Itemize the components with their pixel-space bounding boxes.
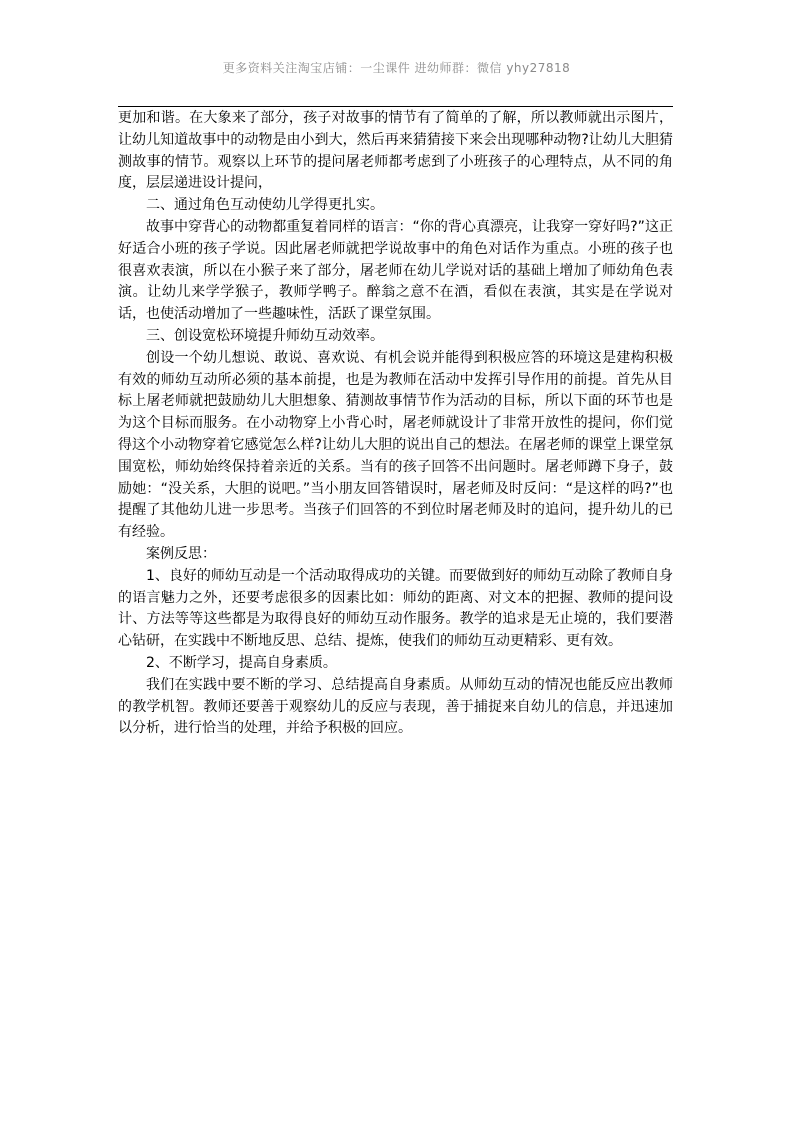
page-header-watermark: 更多资料关注淘宝店铺：一尘课件 进幼师群：微信 yhy27818 [222,61,571,75]
section-heading: 案例反思： [146,545,216,562]
paragraph: 更加和谐。在大象来了部分，孩子对故事的情节有了简单的了解，所以教师就出示图片，让幼儿知道故事中的动物是由小到大，然后再来猜猜接下来会出现哪种动物?让幼儿大胆猜测故事的情节。观察以上环节的提问屠老师都考虑到了小班孩子的心理特点，从不同的角度，层层递进设计提问， [118,110,673,192]
paragraph: 创设一个幼儿想说、敢说、喜欢说、有机会说并能得到积极应答的环境这是建构积极有效的师幼互动所必须的基本前提，也是为教师在活动中发挥引导作用的前提。首先从目标上屠老师就把鼓励幼儿大胆想象、猜测故事情节作为活动的目标，所以下面的环节也是为这个目标而服务。在小动物穿上小背心时，屠老师就设计了非常开放性的提问，你们觉得这个小动物穿着它感觉怎么样?让幼儿大胆的说出自己的想法。在屠老师的课堂上课堂氛围宽松，师幼始终保持着亲近的关系。当有的孩子回答不出问题时。屠老师蹲下身子，鼓励她：“没关系，大胆的说吧。”当小朋友回答错误时，屠老师及时反问：“是这样的吗?”也提醒了其他幼儿进一步思考。当孩子们回答的不到位时屠老师及时的追问，提升幼儿的已有经验。 [118,349,673,541]
section-heading: 三、创设宽松环境提升师幼互动效率。 [146,327,384,344]
paragraph: 故事中穿背心的动物都重复着同样的语言：“你的背心真漂亮，让我穿一穿好吗?”这正好适合小班的孩子学说。因此屠老师就把学说故事中的角色对话作为重点。小班的孩子也很喜欢表演，所以在小猴子来了部分，屠老师在幼儿学说对话的基础上增加了师幼角色表演。让幼儿来学学猴子，教师学鸭子。醉翁之意不在酒，看似在表演，其实是在学说对话，也使活动增加了一些趣味性，活跃了课堂氛围。 [118,218,673,323]
section-heading: 二、通过角色互动使幼儿学得更扎实。 [146,197,384,214]
paragraph: 1、良好的师幼互动是一个活动取得成功的关键。而要做到好的师幼互动除了教师自身的语言魅力之外，还要考虑很多的因素比如：师幼的距离、对文本的把握、教师的提问设计、方法等等这些都是为取得良好的师幼互动作服务。教学的追求是无止境的，我们要潜心钻研，在实践中不断地反思、总结、提炼，使我们的师幼互动更精彩、更有效。 [118,567,673,650]
header-divider [118,106,673,107]
document-body [118,108,673,740]
section-heading: 2、不断学习，提高自身素质。 [146,654,337,671]
paragraph: 我们在实践中要不断的学习、总结提高自身素质。从师幼互动的情况也能反应出教师的教学机智。教师还要善于观察幼儿的反应与表现，善于捕捉来自幼儿的信息，并迅速加以分析，进行恰当的处理，并给予积极的回应。 [118,676,673,737]
